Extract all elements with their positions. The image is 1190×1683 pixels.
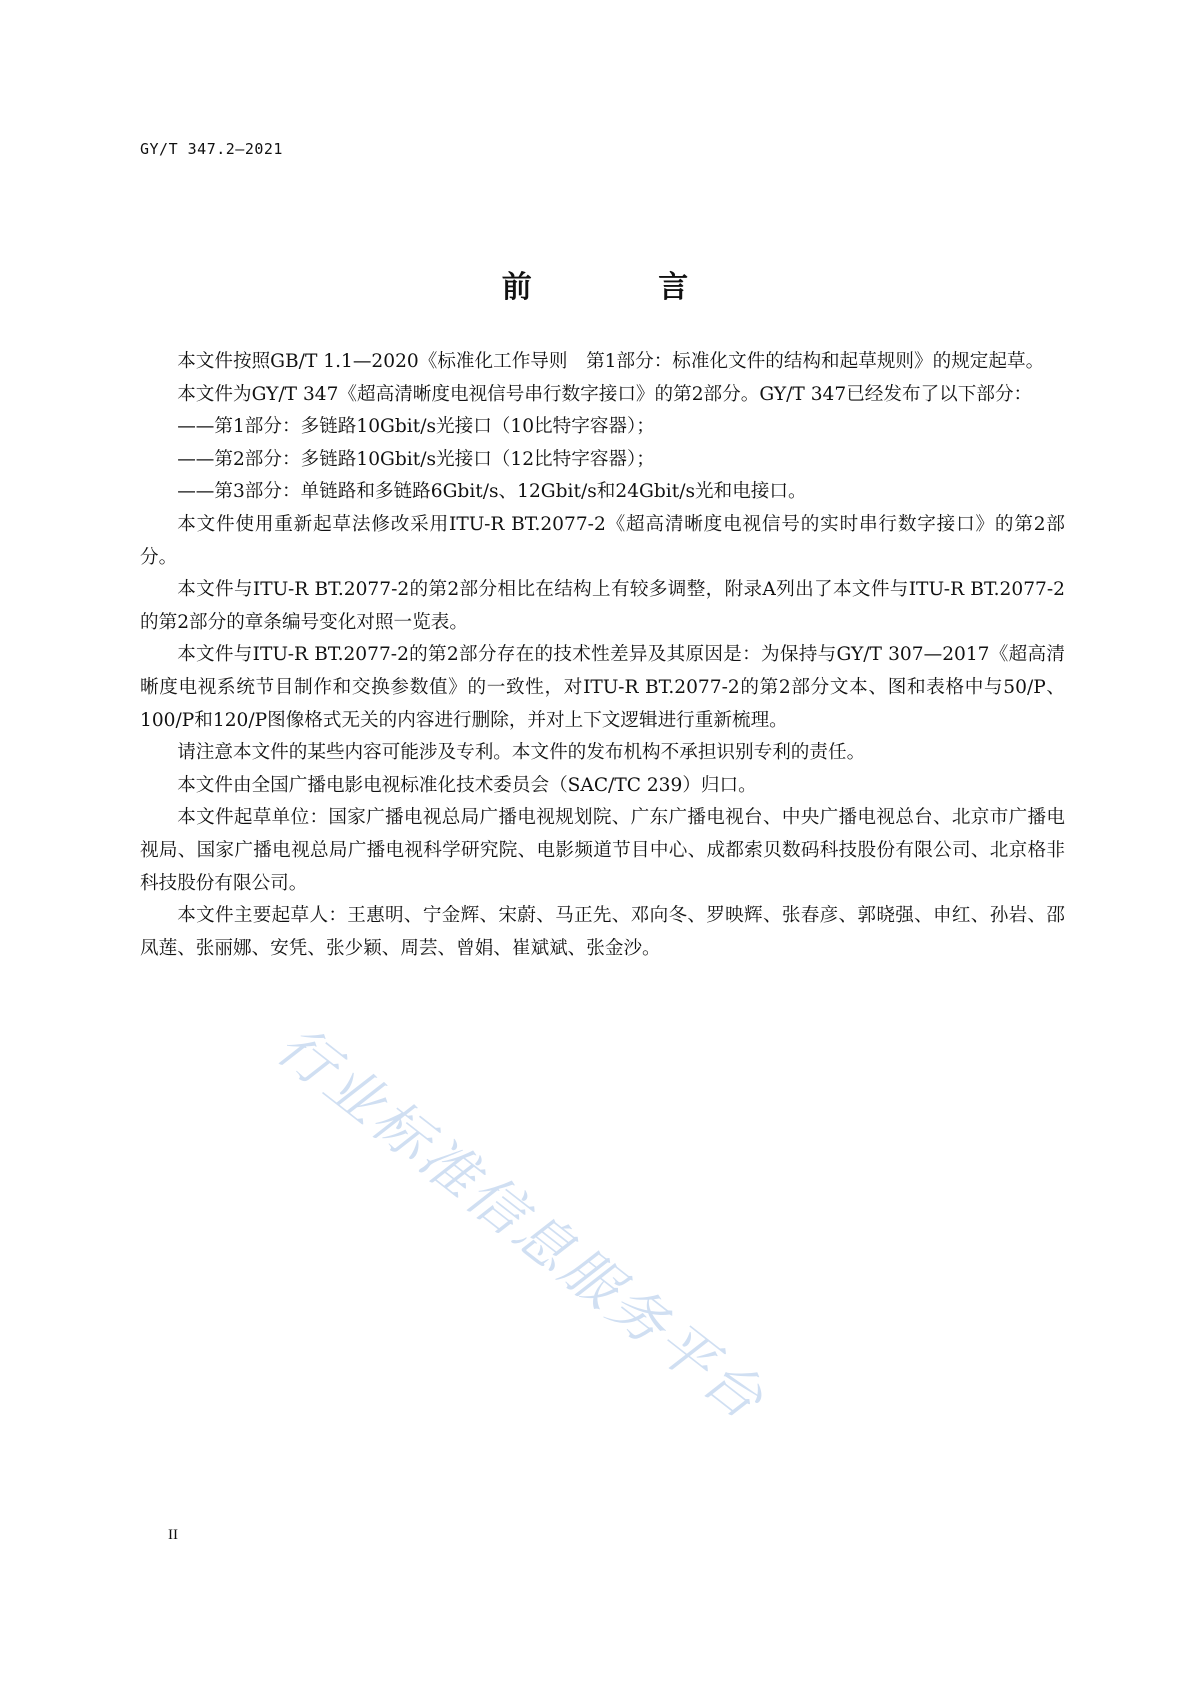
paragraph-committee: 本文件由全国广播电影电视标准化技术委员会（SAC/TC 239）归口。 xyxy=(177,774,757,796)
paragraph-adoption: 本文件使用重新起草法修改采用ITU-R BT.2077-2《超高清晰度电视信号的实时串行数字接口》的第2部分。 xyxy=(140,513,1065,568)
paragraph-drafters: 本文件主要起草人：王惠明、宁金辉、宋蔚、马正先、邓向冬、罗映辉、张春彦、郭晓强、申红、孙岩、邵凤莲、张丽娜、安凭、张少颖、周芸、曾娟、崔斌斌、张金沙。 xyxy=(140,905,1065,959)
paragraph-patent-notice: 请注意本文件的某些内容可能涉及专利。本文件的发布机构不承担识别专利的责任。 xyxy=(177,742,866,764)
foreword-body xyxy=(140,346,1065,965)
page-title: 前 言 xyxy=(501,270,747,305)
paragraph-series-intro: 本文件为GY/T 347《超高清晰度电视信号串行数字接口》的第2部分。GY/T 347已经发布了以下部分： xyxy=(177,383,1033,405)
paragraph-technical-differences: 本文件与ITU-R BT.2077-2的第2部分存在的技术性差异及其原因是：为保持与GY/T 307—2017《超高清晰度电视系统节目制作和交换参数值》的一致性，对ITU-R BT.2077-2的第2部分文本、图和表格中与50/P、100/P和120/P图像格式无关的内容进行删除，并对上下文逻辑进行重新梳理。 xyxy=(140,644,1065,731)
list-item-part2: ——第2部分：多链路10Gbit/s光接口（12比特字容器）； xyxy=(177,448,655,470)
paragraph-drafting-rules: 本文件按照GB/T 1.1—2020《标准化工作导则 第1部分：标准化文件的结构和起草规则》的规定起草。 xyxy=(177,351,1045,372)
page-number: II xyxy=(168,1527,178,1543)
paragraph-structure-changes: 本文件与ITU-R BT.2077-2的第2部分相比在结构上有较多调整，附录A列出了本文件与ITU-R BT.2077-2的第2部分的章条编号变化对照一览表。 xyxy=(140,579,1065,633)
list-item-part3: ——第3部分：单链路和多链路6Gbit/s、12Gbit/s和24Gbit/s光和电接口。 xyxy=(177,481,807,503)
paragraph-drafting-units: 本文件起草单位：国家广播电视总局广播电视规划院、广东广播电视台、中央广播电视总台、北京市广播电视局、国家广播电视总局广播电视科学研究院、电影频道节目中心、成都索贝数码科技股份有限公司、北京格非科技股份有限公司。 xyxy=(140,807,1065,894)
list-item-part1: ——第1部分：多链路10Gbit/s光接口（10比特字容器）； xyxy=(177,416,655,438)
watermark: 行业标准信息服务平台 xyxy=(264,1013,778,1435)
document-code: GY/T 347.2—2021 xyxy=(140,140,283,158)
